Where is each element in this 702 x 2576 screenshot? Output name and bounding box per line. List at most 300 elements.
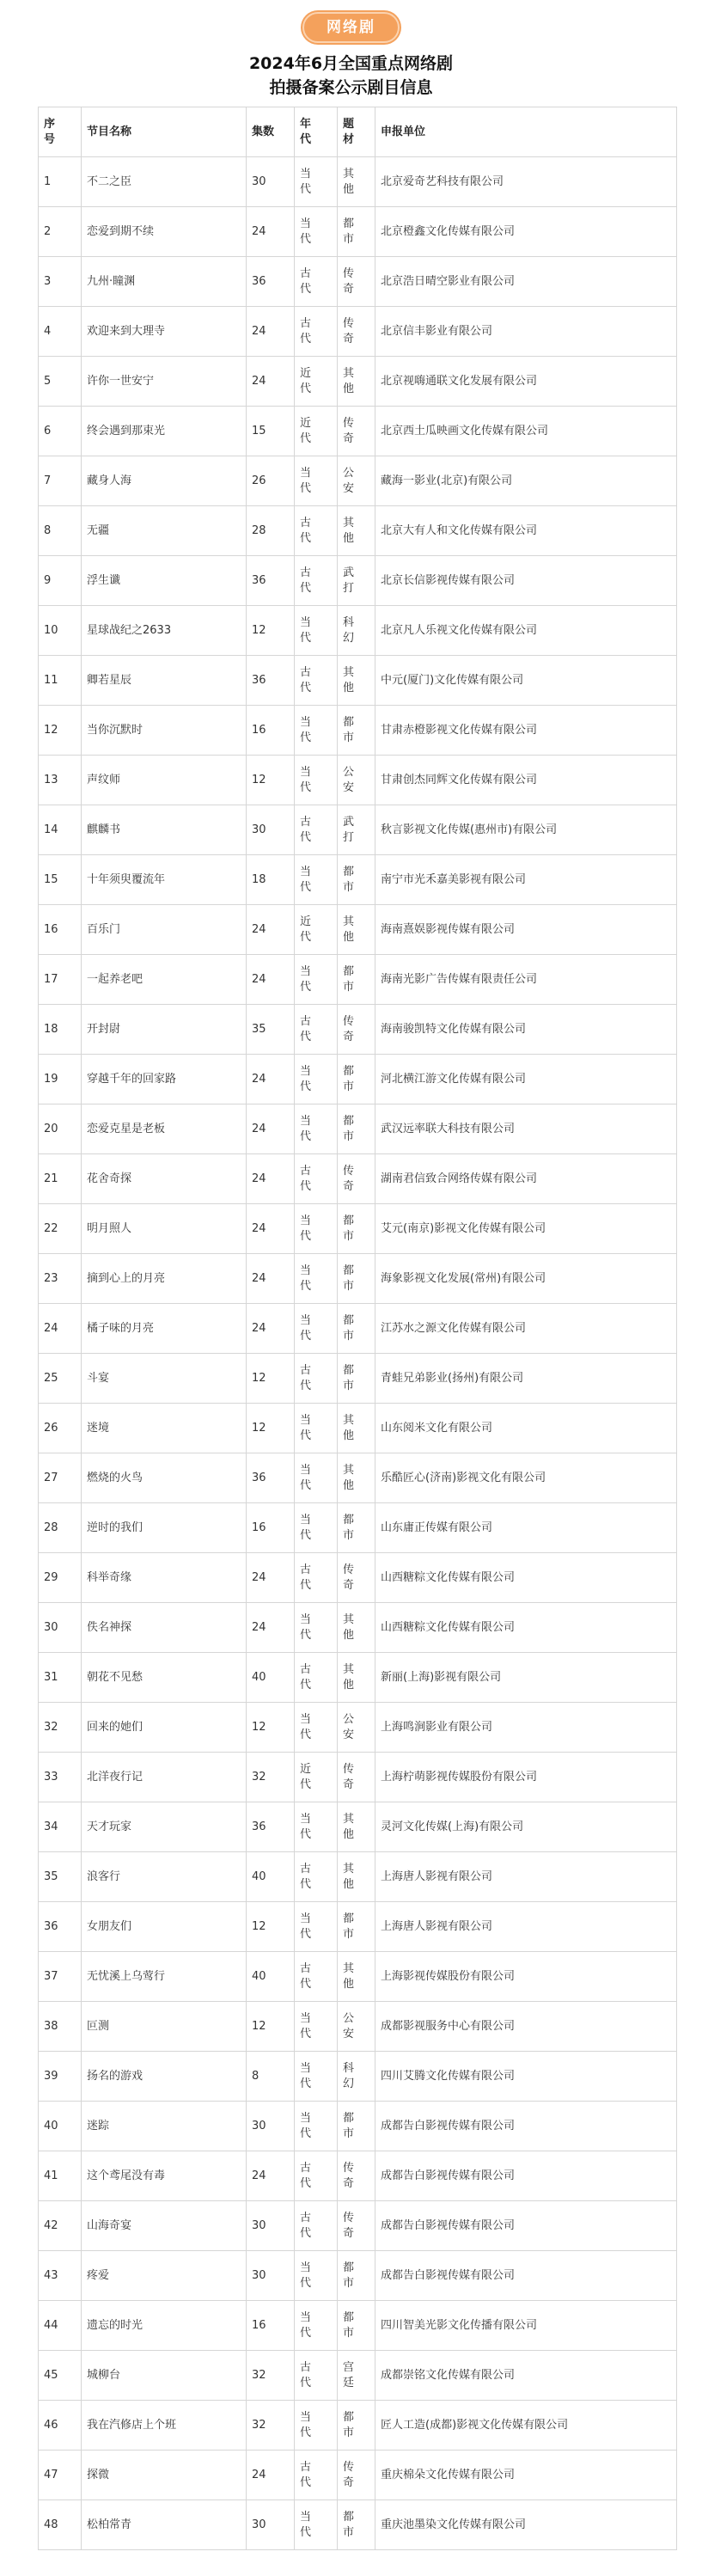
cell-episodes: 24 (247, 357, 295, 407)
cell-episodes: 15 (247, 407, 295, 456)
cell-era (295, 1802, 338, 1852)
table-row (39, 2102, 677, 2151)
cell-era (295, 2102, 338, 2151)
table-row (39, 1753, 677, 1802)
cell-era (295, 855, 338, 905)
cell-no: 25 (39, 1354, 82, 1404)
cell-era-text: 近代 (300, 1762, 312, 1791)
cell-era (295, 2151, 338, 2201)
cell-episodes: 24 (247, 1304, 295, 1354)
cell-era-text: 当代 (300, 2410, 312, 2439)
cell-era-text: 当代 (300, 1264, 312, 1293)
cell-era-text: 古代 (300, 266, 312, 296)
cell-era (295, 1553, 338, 1603)
cell-org: 甘肃创杰同辉文化传媒有限公司 (375, 756, 677, 805)
cell-name: 扬名的游戏 (82, 2052, 247, 2102)
cell-episodes: 24 (247, 2151, 295, 2201)
cell-org: 四川艾腾文化传媒有限公司 (375, 2052, 677, 2102)
cell-name: 明月照人 (82, 1204, 247, 1254)
cell-era (295, 706, 338, 756)
cell-era-text: 当代 (300, 2510, 312, 2539)
cell-era (295, 2301, 338, 2351)
table-row (39, 2251, 677, 2301)
table-row (39, 1902, 677, 1952)
table-row (39, 1055, 677, 1104)
cell-episodes: 30 (247, 2102, 295, 2151)
table-row (39, 955, 677, 1005)
cell-no: 6 (39, 407, 82, 456)
cell-org: 北京长信影视传媒有限公司 (375, 556, 677, 606)
cell-name: 我在汽修店上个班 (82, 2401, 247, 2451)
table-row (39, 556, 677, 606)
cell-name: 松柏常青 (82, 2500, 247, 2550)
cell-org: 藏海一影业(北京)有限公司 (375, 456, 677, 506)
cell-era-text: 当代 (300, 765, 312, 794)
cell-name: 无疆 (82, 506, 247, 556)
table-row (39, 2301, 677, 2351)
cell-name: 疼爱 (82, 2251, 247, 2301)
cell-era-text: 古代 (300, 1014, 312, 1043)
cell-episodes: 36 (247, 1453, 295, 1503)
cell-era (295, 805, 338, 855)
cell-org: 中元(厦门)文化传媒有限公司 (375, 656, 677, 706)
cell-era-text: 当代 (300, 1214, 312, 1243)
cell-episodes: 28 (247, 506, 295, 556)
cell-no: 40 (39, 2102, 82, 2151)
cell-episodes: 16 (247, 2301, 295, 2351)
cell-org: 山西糖粽文化传媒有限公司 (375, 1603, 677, 1653)
cell-no: 46 (39, 2401, 82, 2451)
table-row (39, 855, 677, 905)
table-row (39, 357, 677, 407)
cell-era-text: 当代 (300, 466, 312, 495)
cell-name: 藏身人海 (82, 456, 247, 506)
cell-theme (338, 955, 375, 1005)
cell-episodes: 30 (247, 805, 295, 855)
cell-era-text: 当代 (300, 2310, 312, 2340)
table-row (39, 1653, 677, 1703)
page-title-line-2: 拍摄备案公示剧目信息 (269, 78, 433, 97)
header-episodes: 集数 (247, 107, 295, 157)
cell-name: 逆时的我们 (82, 1503, 247, 1553)
cell-era (295, 2500, 338, 2550)
cell-no: 37 (39, 1952, 82, 2002)
cell-era (295, 2351, 338, 2401)
table-row (39, 407, 677, 456)
cell-episodes: 30 (247, 2251, 295, 2301)
table-row (39, 307, 677, 357)
cell-episodes: 30 (247, 2500, 295, 2550)
table-row (39, 456, 677, 506)
table-row (39, 1404, 677, 1453)
cell-org: 上海柠萌影视传媒股份有限公司 (375, 1753, 677, 1802)
cell-org: 艾元(南京)影视文化传媒有限公司 (375, 1204, 677, 1254)
cell-no: 5 (39, 357, 82, 407)
cell-name: 佚名神探 (82, 1603, 247, 1653)
cell-no: 1 (39, 157, 82, 207)
cell-theme (338, 1055, 375, 1104)
cell-era-text: 古代 (300, 1363, 312, 1392)
cell-no: 17 (39, 955, 82, 1005)
table-row (39, 1254, 677, 1304)
cell-era-text: 古代 (300, 1662, 312, 1692)
cell-era (295, 1453, 338, 1503)
cell-theme (338, 2151, 375, 2201)
cell-theme (338, 1653, 375, 1703)
cell-episodes: 24 (247, 1204, 295, 1254)
cell-era (295, 307, 338, 357)
cell-episodes: 24 (247, 1104, 295, 1154)
cell-name: 许你一世安宁 (82, 357, 247, 407)
table-row (39, 506, 677, 556)
cell-name: 朝花不见愁 (82, 1653, 247, 1703)
cell-episodes: 24 (247, 207, 295, 257)
cell-era-text: 古代 (300, 516, 312, 545)
drama-table (38, 107, 677, 2550)
page-title (0, 52, 702, 100)
table-row (39, 1104, 677, 1154)
cell-theme-text: 都市 (343, 2410, 355, 2439)
cell-no: 13 (39, 756, 82, 805)
cell-name: 麒麟书 (82, 805, 247, 855)
cell-name: 迷踪 (82, 2102, 247, 2151)
cell-era-text: 古代 (300, 665, 312, 694)
cell-episodes: 24 (247, 307, 295, 357)
cell-theme-text: 都市 (343, 2111, 355, 2140)
table-row (39, 2351, 677, 2401)
cell-org: 成都告白影视传媒有限公司 (375, 2151, 677, 2201)
cell-theme-text: 其他 (343, 1463, 355, 1492)
cell-no: 32 (39, 1703, 82, 1753)
cell-era-text: 当代 (300, 615, 312, 645)
cell-era-text: 近代 (300, 915, 312, 944)
cell-episodes: 16 (247, 706, 295, 756)
cell-theme (338, 556, 375, 606)
cell-name: 浪客行 (82, 1852, 247, 1902)
cell-org: 海南光影广告传媒有限责任公司 (375, 955, 677, 1005)
cell-name: 这个鸢尾没有毒 (82, 2151, 247, 2201)
cell-theme-text: 都市 (343, 1114, 355, 1143)
table-row (39, 257, 677, 307)
cell-episodes: 12 (247, 756, 295, 805)
cell-name: 九州·瞳渊 (82, 257, 247, 307)
cell-theme (338, 307, 375, 357)
cell-name: 不二之臣 (82, 157, 247, 207)
cell-episodes: 40 (247, 1653, 295, 1703)
cell-theme-text: 传奇 (343, 266, 355, 296)
cell-name: 女朋友们 (82, 1902, 247, 1952)
cell-no: 47 (39, 2451, 82, 2500)
cell-no: 36 (39, 1902, 82, 1952)
cell-no: 43 (39, 2251, 82, 2301)
cell-no: 29 (39, 1553, 82, 1603)
cell-name: 斗宴 (82, 1354, 247, 1404)
cell-era (295, 1204, 338, 1254)
cell-theme-text: 都市 (343, 217, 355, 246)
cell-org: 山西糖粽文化传媒有限公司 (375, 1553, 677, 1603)
cell-episodes: 24 (247, 2451, 295, 2500)
cell-era-text: 古代 (300, 1563, 312, 1592)
cell-episodes: 12 (247, 1404, 295, 1453)
cell-era (295, 1952, 338, 2002)
cell-era (295, 506, 338, 556)
cell-theme-text: 都市 (343, 715, 355, 744)
table-row (39, 1005, 677, 1055)
cell-theme (338, 357, 375, 407)
cell-theme-text: 都市 (343, 2310, 355, 2340)
cell-era-text: 古代 (300, 815, 312, 844)
cell-no: 9 (39, 556, 82, 606)
cell-name: 当你沉默时 (82, 706, 247, 756)
cell-era-text: 古代 (300, 2161, 312, 2190)
cell-org: 海南骏凯特文化传媒有限公司 (375, 1005, 677, 1055)
cell-theme (338, 1703, 375, 1753)
cell-theme (338, 456, 375, 506)
cell-theme-text: 科幻 (343, 2061, 355, 2090)
cell-theme (338, 606, 375, 656)
cell-era-text: 近代 (300, 416, 312, 445)
cell-era (295, 1005, 338, 1055)
cell-theme (338, 805, 375, 855)
cell-theme (338, 506, 375, 556)
cell-episodes: 35 (247, 1005, 295, 1055)
cell-no: 26 (39, 1404, 82, 1453)
cell-theme-text: 公安 (343, 765, 355, 794)
cell-era (295, 1753, 338, 1802)
cell-theme-text: 传奇 (343, 2460, 355, 2489)
cell-episodes: 24 (247, 955, 295, 1005)
cell-theme-text: 武打 (343, 815, 355, 844)
table-row (39, 1503, 677, 1553)
cell-era-text: 当代 (300, 2111, 312, 2140)
cell-era (295, 1852, 338, 1902)
cell-episodes: 24 (247, 905, 295, 955)
cell-era (295, 456, 338, 506)
cell-name: 探微 (82, 2451, 247, 2500)
cell-episodes: 24 (247, 1154, 295, 1204)
cell-era (295, 2251, 338, 2301)
cell-theme-text: 传奇 (343, 1014, 355, 1043)
cell-theme (338, 157, 375, 207)
table-row (39, 2151, 677, 2201)
table-row (39, 606, 677, 656)
cell-era (295, 1603, 338, 1653)
cell-era (295, 1503, 338, 1553)
cell-theme (338, 656, 375, 706)
cell-era-text: 当代 (300, 1413, 312, 1442)
table-row (39, 2002, 677, 2052)
cell-era (295, 1653, 338, 1703)
cell-org: 上海唐人影视有限公司 (375, 1902, 677, 1952)
cell-episodes: 24 (247, 1603, 295, 1653)
cell-era-text: 当代 (300, 1313, 312, 1343)
cell-org: 北京爱奇艺科技有限公司 (375, 157, 677, 207)
cell-name: 浮生谶 (82, 556, 247, 606)
table-row (39, 1453, 677, 1503)
cell-org: 成都影视服务中心有限公司 (375, 2002, 677, 2052)
cell-era-text: 当代 (300, 1513, 312, 1542)
header-theme (338, 107, 375, 157)
cell-era (295, 2401, 338, 2451)
cell-era-text: 古代 (300, 1164, 312, 1193)
cell-episodes: 30 (247, 2201, 295, 2251)
cell-theme-text: 其他 (343, 1812, 355, 1841)
cell-org: 成都告白影视传媒有限公司 (375, 2201, 677, 2251)
cell-theme (338, 2451, 375, 2500)
cell-name: 声纹师 (82, 756, 247, 805)
cell-theme (338, 1503, 375, 1553)
cell-theme-text: 都市 (343, 1513, 355, 1542)
cell-no: 15 (39, 855, 82, 905)
table-body (39, 157, 677, 2550)
cell-theme-text: 都市 (343, 964, 355, 994)
table-row (39, 1354, 677, 1404)
cell-episodes: 8 (247, 2052, 295, 2102)
cell-org: 匠人工造(成都)影视文化传媒有限公司 (375, 2401, 677, 2451)
cell-theme-text: 其他 (343, 167, 355, 196)
cell-episodes: 36 (247, 656, 295, 706)
cell-theme-text: 都市 (343, 2261, 355, 2290)
cell-theme (338, 706, 375, 756)
cell-theme (338, 1453, 375, 1503)
cell-theme (338, 1553, 375, 1603)
cell-theme (338, 1852, 375, 1902)
cell-episodes: 36 (247, 556, 295, 606)
cell-era-text: 近代 (300, 366, 312, 395)
table-row (39, 2401, 677, 2451)
cell-name: 橘子味的月亮 (82, 1304, 247, 1354)
cell-era (295, 1404, 338, 1453)
cell-theme-text: 都市 (343, 1313, 355, 1343)
cell-theme (338, 2351, 375, 2401)
cell-org: 重庆池墨染文化传媒有限公司 (375, 2500, 677, 2550)
cell-episodes: 36 (247, 257, 295, 307)
cell-name: 摘到心上的月亮 (82, 1254, 247, 1304)
cell-theme-text: 其他 (343, 1862, 355, 1891)
cell-episodes: 12 (247, 1354, 295, 1404)
cell-era-text: 当代 (300, 1912, 312, 1941)
cell-era-text: 古代 (300, 566, 312, 595)
cell-era (295, 1254, 338, 1304)
table-row (39, 1553, 677, 1603)
cell-org: 上海唐人影视有限公司 (375, 1852, 677, 1902)
header-era (295, 107, 338, 157)
table-row (39, 706, 677, 756)
cell-era (295, 2002, 338, 2052)
cell-era-text: 当代 (300, 865, 312, 894)
cell-theme (338, 1404, 375, 1453)
cell-name: 无忧溪上乌莺行 (82, 1952, 247, 2002)
cell-org: 山东庸正传媒有限公司 (375, 1503, 677, 1553)
cell-theme (338, 1005, 375, 1055)
cell-theme-text: 都市 (343, 1214, 355, 1243)
cell-org: 湖南君信致合网络传媒有限公司 (375, 1154, 677, 1204)
cell-era (295, 1354, 338, 1404)
header-no (39, 107, 82, 157)
cell-no: 18 (39, 1005, 82, 1055)
cell-era-text: 当代 (300, 217, 312, 246)
cell-theme-text: 其他 (343, 1662, 355, 1692)
cell-episodes: 12 (247, 1902, 295, 1952)
cell-theme (338, 1753, 375, 1802)
cell-era (295, 556, 338, 606)
cell-era (295, 1703, 338, 1753)
cell-no: 16 (39, 905, 82, 955)
cell-no: 42 (39, 2201, 82, 2251)
cell-theme-text: 其他 (343, 366, 355, 395)
table-row (39, 2052, 677, 2102)
cell-theme-text: 都市 (343, 2510, 355, 2539)
cell-era (295, 1055, 338, 1104)
cell-theme-text: 公安 (343, 466, 355, 495)
cell-era (295, 1902, 338, 1952)
badge-container (0, 12, 702, 43)
cell-org: 成都告白影视传媒有限公司 (375, 2251, 677, 2301)
cell-era-text: 古代 (300, 316, 312, 346)
cell-org: 江苏水之源文化传媒有限公司 (375, 1304, 677, 1354)
cell-era (295, 905, 338, 955)
cell-theme (338, 2052, 375, 2102)
cell-theme-text: 传奇 (343, 316, 355, 346)
table-row (39, 656, 677, 706)
cell-episodes: 12 (247, 1703, 295, 1753)
cell-theme-text: 传奇 (343, 1563, 355, 1592)
cell-theme-text: 传奇 (343, 2161, 355, 2190)
cell-era-text: 当代 (300, 1463, 312, 1492)
table-row (39, 1204, 677, 1254)
cell-org: 北京信丰影业有限公司 (375, 307, 677, 357)
cell-org: 海南熹娱影视传媒有限公司 (375, 905, 677, 955)
cell-no: 10 (39, 606, 82, 656)
cell-era (295, 955, 338, 1005)
cell-theme (338, 207, 375, 257)
table-row (39, 2201, 677, 2251)
cell-episodes: 32 (247, 2401, 295, 2451)
cell-theme (338, 1254, 375, 1304)
cell-theme-text: 都市 (343, 865, 355, 894)
cell-era (295, 407, 338, 456)
cell-org: 武汉远率联大科技有限公司 (375, 1104, 677, 1154)
cell-org: 河北横江游文化传媒有限公司 (375, 1055, 677, 1104)
cell-org: 上海影视传媒股份有限公司 (375, 1952, 677, 2002)
cell-org: 南宁市光禾嘉美影视有限公司 (375, 855, 677, 905)
cell-episodes: 18 (247, 855, 295, 905)
cell-name: 欢迎来到大理寺 (82, 307, 247, 357)
cell-org: 北京橙鑫文化传媒有限公司 (375, 207, 677, 257)
cell-episodes: 32 (247, 1753, 295, 1802)
cell-name: 星球战纪之2633 (82, 606, 247, 656)
cell-era (295, 1304, 338, 1354)
cell-theme-text: 都市 (343, 1064, 355, 1093)
cell-no: 39 (39, 2052, 82, 2102)
cell-no: 35 (39, 1852, 82, 1902)
cell-episodes: 40 (247, 1852, 295, 1902)
cell-theme-text: 其他 (343, 1612, 355, 1642)
cell-era-text: 古代 (300, 2360, 312, 2389)
table-header (39, 107, 677, 157)
cell-theme-text: 传奇 (343, 416, 355, 445)
cell-era-text: 当代 (300, 1712, 312, 1741)
page-title-line-1: 2024年6月全国重点网络剧 (248, 54, 454, 73)
cell-era-text: 当代 (300, 2061, 312, 2090)
cell-theme (338, 2102, 375, 2151)
header-no-label: 序号 (44, 117, 56, 146)
cell-era-text: 当代 (300, 2261, 312, 2290)
cell-episodes: 32 (247, 2351, 295, 2401)
cell-theme-text: 宫廷 (343, 2360, 355, 2389)
cell-name: 十年须臾覆流年 (82, 855, 247, 905)
cell-theme-text: 传奇 (343, 1164, 355, 1193)
